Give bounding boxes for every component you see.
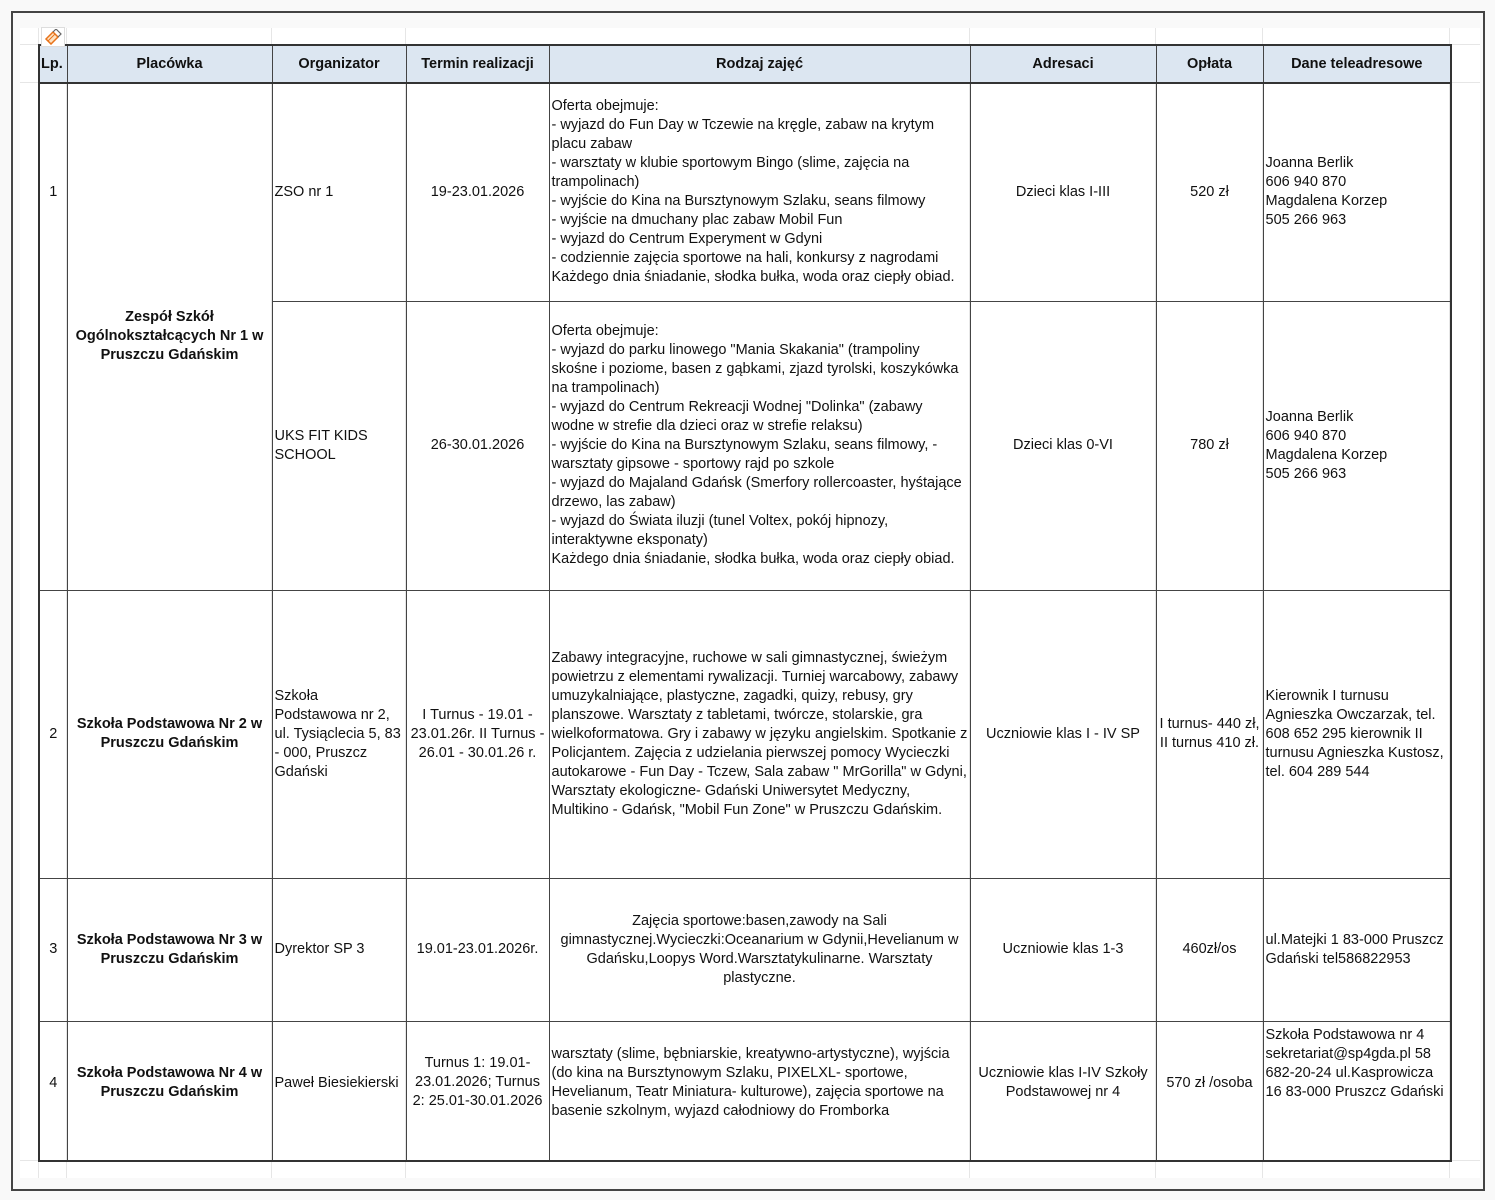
header-row [39,45,1451,83]
table-row [39,1021,1451,1161]
cell-dane[interactable]: Joanna Berlik 606 940 870 Magdalena Korzep 505 266 963 [1263,83,1451,301]
cell-dane[interactable]: Joanna Berlik 606 940 870 Magdalena Korzep 505 266 963 [1263,301,1451,590]
cell-termin[interactable]: I Turnus - 19.01 - 23.01.26r. II Turnus - 26.01 - 30.01.26 r. [406,590,549,878]
cell-adresaci[interactable]: Uczniowie klas I-IV Szkoły Podstawowej nr 4 [970,1021,1156,1161]
cell-adresaci[interactable]: Dzieci klas 0-VI [970,301,1156,590]
format-painter-icon [44,29,62,45]
oferta-table [38,44,1452,1162]
cell-rodzaj[interactable]: Oferta obejmuje: - wyjazd do parku linowego "Mania Skakania" (trampoliny skośne i poziome, basen z gąbkami, zjazd tyrolski, koszykówka na trampolinach) - wyjazd do Centrum Rekreacji Wodnej "Dolinka" (zabawy wodne w strefie dla dzieci oraz w strefie relaksu) - wyjście do Kina na Bursztynowym Szlaku, seans filmowy, - warsztaty gipsowe - sportowy rajd po szkole - wyjazd do Majaland Gdańsk (Smerfory rollercoaster, hyśtające drzewo, las zabaw) - wyjazd do Świata iluzji (tunel Voltex, pokój hipnozy, interaktywne eksponaty) Każdego dnia śniadanie, słodka bułka, woda oraz ciepły obiad. [549,301,970,590]
cell-oplata[interactable]: I turnus- 440 zł, II turnus 410 zł. [1156,590,1263,878]
cell-placowka[interactable]: Szkoła Podstawowa Nr 4 w Pruszczu Gdańskim [67,1021,272,1161]
header-adresaci[interactable]: Adresaci [970,45,1156,83]
header-termin[interactable]: Termin realizacji [406,45,549,83]
cell-termin[interactable]: 26-30.01.2026 [406,301,549,590]
cell-rodzaj[interactable]: warsztaty (slime, bębniarskie, kreatywno-artystyczne), wyjścia (do kina na Bursztynowym Szlaku, PIXELXL- sportowe, Hevelianum, Teatr Miniatura- kulturowe), zajęcia sportowe na basenie szkolnym, wyjazd całodniowy do Fromborka [549,1021,970,1161]
cell-rodzaj[interactable]: Zajęcia sportowe:basen,zawody na Sali gimnastycznej.Wycieczki:Oceanarium w Gdynii,Hevelianum w Gdańsku,Loopys Word.Warsztatykulinarne. Warsztaty plastyczne. [549,878,970,1021]
cell-termin[interactable]: 19.01-23.01.2026r. [406,878,549,1021]
header-oplata[interactable]: Opłata [1156,45,1263,83]
cell-adresaci[interactable]: Uczniowie klas 1-3 [970,878,1156,1021]
cell-termin[interactable]: Turnus 1: 19.01-23.01.2026; Turnus 2: 25.01-30.01.2026 [406,1021,549,1161]
cell-placowka[interactable]: Szkoła Podstawowa Nr 3 w Pruszczu Gdańskim [67,878,272,1021]
header-rodzaj[interactable]: Rodzaj zajęć [549,45,970,83]
cell-dane[interactable]: ul.Matejki 1 83-000 Pruszcz Gdański tel586822953 [1263,878,1451,1021]
format-painter-button[interactable] [41,27,65,47]
header-lp[interactable]: Lp. [39,45,67,83]
header-placowka[interactable]: Placówka [67,45,272,83]
cell-lp[interactable]: 2 [39,590,67,878]
header-organizator[interactable]: Organizator [272,45,406,83]
cell-rodzaj[interactable]: Zabawy integracyjne, ruchowe w sali gimnastycznej, świeżym powietrzu z elementami rywalizacji. Turniej warcabowy, zabawy umuzykalniające, plastyczne, zagadki, quizy, rebusy, gry planszowe. Warsztaty z tabletami, twórcze, stolarskie, gra wielkoformatowa. Gry i zabawy w języku angielskim. Spotkanie z Policjantem. Zajęcia z udzielania pierwszej pomocy Wycieczki autokarowe - Fun Day - Tczew, Sala zabaw " MrGorilla" w Gdyni, Warsztaty ekologiczne- Gdański Uniwersytet Medyczny, Multikino - Gdańsk, "Mobil Fun Zone" w Pruszczu Gdańskim. [549,590,970,878]
cell-placowka[interactable]: Zespół Szkół Ogólnokształcących Nr 1 w Pruszczu Gdańskim [67,83,272,590]
cell-lp[interactable]: 1 [39,83,67,590]
table-row [39,83,1451,301]
header-dane[interactable]: Dane teleadresowe [1263,45,1451,83]
cell-lp[interactable]: 3 [39,878,67,1021]
cell-organizator[interactable]: ZSO nr 1 [272,83,406,301]
cell-adresaci[interactable]: Uczniowie klas I - IV SP [970,590,1156,878]
cell-placowka[interactable]: Szkoła Podstawowa Nr 2 w Pruszczu Gdańskim [67,590,272,878]
cell-oplata[interactable]: 520 zł [1156,83,1263,301]
cell-dane[interactable]: Kierownik I turnusu Agnieszka Owczarzak, tel. 608 652 295 kierownik II turnusu Agnieszka Kustosz, tel. 604 289 544 [1263,590,1451,878]
cell-organizator[interactable]: Szkoła Podstawowa nr 2, ul. Tysiąclecia 5, 83 - 000, Pruszcz Gdański [272,590,406,878]
cell-termin[interactable]: 19-23.01.2026 [406,83,549,301]
cell-adresaci[interactable]: Dzieci klas I-III [970,83,1156,301]
cell-organizator[interactable]: Paweł Biesiekierski [272,1021,406,1161]
table-row [39,878,1451,1021]
cell-organizator[interactable]: UKS FIT KIDS SCHOOL [272,301,406,590]
cell-organizator[interactable]: Dyrektor SP 3 [272,878,406,1021]
cell-lp[interactable]: 4 [39,1021,67,1161]
cell-oplata[interactable]: 460zł/os [1156,878,1263,1021]
cell-dane[interactable]: Szkoła Podstawowa nr 4 sekretariat@sp4gda.pl 58 682-20-24 ul.Kasprowicza 16 83-000 Pruszcz Gdański [1263,1021,1451,1161]
cell-rodzaj[interactable]: Oferta obejmuje: - wyjazd do Fun Day w Tczewie na kręgle, zabaw na krytym placu zabaw - warsztaty w klubie sportowym Bingo (slime, zajęcia na trampolinach) - wyjście do Kina na Bursztynowym Szlaku, seans filmowy - wyjście na dmuchany plac zabaw Mobil Fun - wyjazd do Centrum Experyment w Gdyni - codziennie zajęcia sportowe na hali, konkursy z nagrodami Każdego dnia śniadanie, słodka bułka, woda oraz ciepły obiad. [549,83,970,301]
cell-oplata[interactable]: 780 zł [1156,301,1263,590]
table-row [39,590,1451,878]
cell-oplata[interactable]: 570 zł /osoba [1156,1021,1263,1161]
